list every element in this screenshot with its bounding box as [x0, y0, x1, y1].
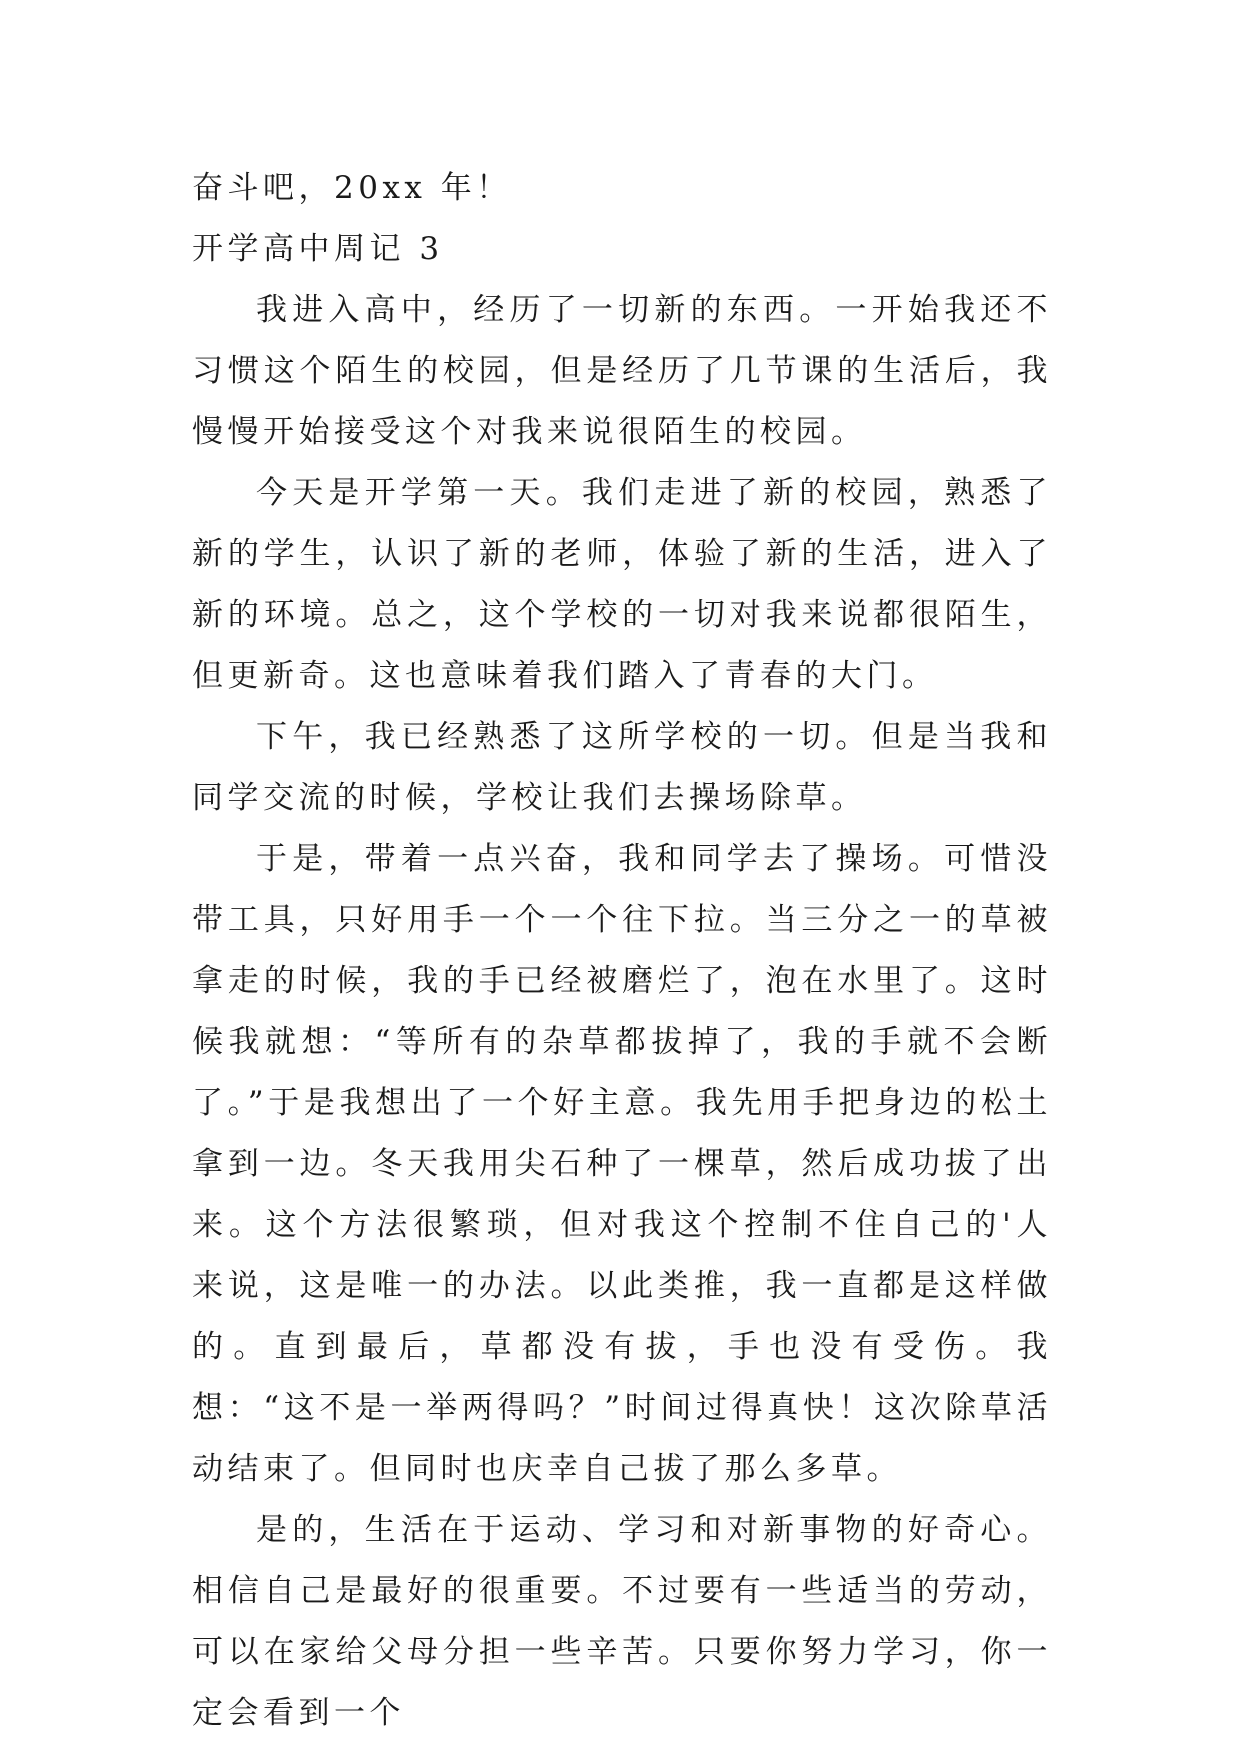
paragraph-4: 于是，带着一点兴奋，我和同学去了操场。可惜没带工具，只好用手一个一个往下拉。当三分之一的草被拿走的时候，我的手已经被磨烂了，泡在水里了。这时候我就想：“等所有的杂草都拔掉了，我的手就不会断了。”于是我想出了一个好主意。我先用手把身边的松土拿到一边。冬天我用尖石种了一棵草，然后成功拔了出来。这个方法很繁琐，但对我这个控制不住自己的'人来说，这是唯一的办法。以此类推，我一直都是这样做的。直到最后，草都没有拔，手也没有受伤。我想：“这不是一举两得吗？”时间过得真快！这次除草活动结束了。但同时也庆幸自己拔了那么多草。: [192, 841, 1052, 1487]
paragraph-2: 今天是开学第一天。我们走进了新的校园，熟悉了新的学生，认识了新的老师，体验了新的生活，进入了新的环境。总之，这个学校的一切对我来说都很陌生，但更新奇。这也意味着我们踏入了青春的大门。: [192, 475, 1052, 694]
document-body: [192, 158, 1052, 1744]
paragraph-5: 是的，生活在于运动、学习和对新事物的好奇心。相信自己是最好的很重要。不过要有一些适当的劳动，可以在家给父母分担一些辛苦。只要你努力学习，你一定会看到一个: [192, 1512, 1052, 1731]
closing-line: 奋斗吧，20xx 年！: [192, 170, 512, 206]
paragraph-1: 我进入高中，经历了一切新的东西。一开始我还不习惯这个陌生的校园，但是经历了几节课的生活后，我慢慢开始接受这个对我来说很陌生的校园。: [192, 292, 1052, 450]
section-title: 开学高中周记 3: [192, 231, 444, 267]
paragraph-3: 下午，我已经熟悉了这所学校的一切。但是当我和同学交流的时候，学校让我们去操场除草。: [192, 719, 1052, 816]
